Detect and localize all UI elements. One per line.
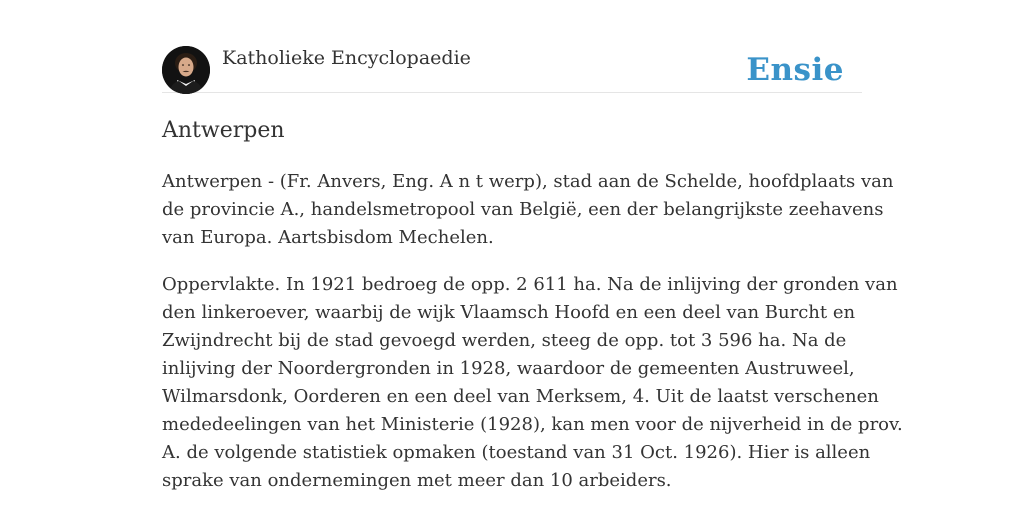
text-line: Antwerpen - (Fr. Anvers, Eng. A n t werp), stad aan de Schelde, hoofdplaats van [162,171,894,192]
paragraph-intro [162,168,894,252]
text-line: Zwijndrecht bij de stad gevoegd werden, steeg de opp. tot 3 596 ha. Na de [162,330,847,351]
text-line: de provincie A., handelsmetropool van België, een der belangrijkste zeehavens [162,199,884,220]
portrait-avatar-icon[interactable] [162,46,210,94]
text-line: inlijving der Noordergronden in 1928, waardoor de gemeenten Austruweel, [162,358,855,379]
text-line: den linkeroever, waarbij de wijk Vlaamsch Hoofd en een deel van Burcht en [162,302,856,323]
brand-logo[interactable]: Ensie [746,52,844,88]
portrait-svg [162,46,210,94]
text-line: Oppervlakte. In 1921 bedroeg de opp. 2 611 ha. Na de inlijving der gronden van [162,274,898,295]
text-line: van Europa. Aartsbisdom Mechelen. [162,227,494,248]
text-line: mededeelingen van het Ministerie (1928), kan men voor de nijverheid in de prov. [162,414,903,435]
header [162,0,862,93]
page-container [162,0,903,491]
text-line: A. de volgende statistiek opmaken (toestand van 31 Oct. 1926). Hier is alleen [162,442,871,463]
text-line: Wilmarsdonk, Oorderen en een deel van Merksem, 4. Uit de laatst verschenen [162,386,879,407]
paragraph-oppervlakte [162,271,903,495]
page-title: Antwerpen [162,118,285,143]
text-line: sprake van ondernemingen met meer dan 10 arbeiders. [162,470,672,491]
article-body [162,168,903,514]
source-title[interactable]: Katholieke Encyclopaedie [222,47,471,69]
